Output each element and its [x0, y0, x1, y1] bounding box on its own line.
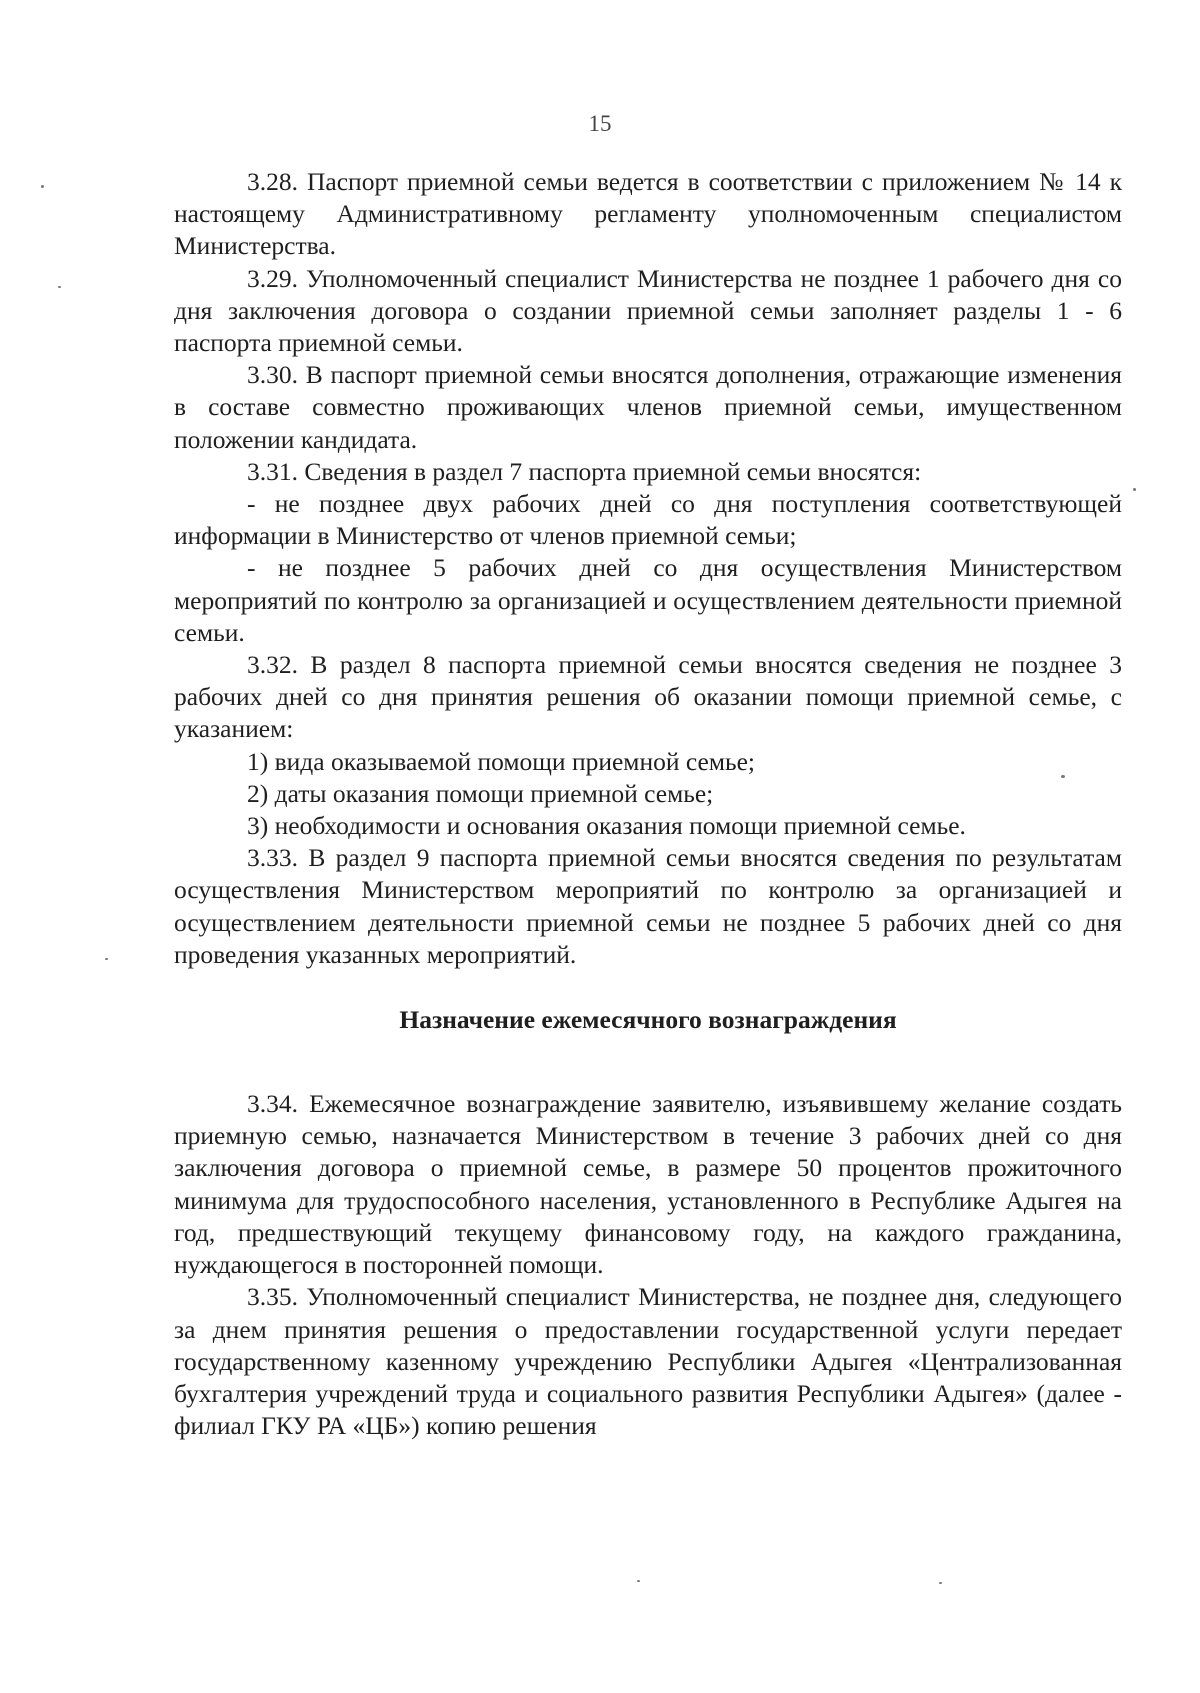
scan-speck [105, 958, 108, 960]
paragraph: 3.30. В паспорт приемной семьи вносятся дополнения, отражающие изменения в составе совместно проживающих членов приемной семьи, имущественном положении кандидата. [174, 360, 1122, 454]
list-item: 3) необходимости и основания оказания помощи приемной семье. [247, 811, 966, 841]
scan-speck [637, 1580, 640, 1582]
list-item: 2) даты оказания помощи приемной семье; [247, 778, 714, 808]
scan-speck [939, 1582, 942, 1584]
paragraph: 3.35. Уполномоченный специалист Министерства, не позднее дня, следующего за днем принятия решения о предоставлении государственной услуги передает государственному казенному учреждению Республики Адыгея «Централизованная бухгалтерия учреждений труда и социального развития Республики Адыгея» (далее - филиал ГКУ РА «ЦБ») копию решения [174, 1282, 1122, 1441]
scan-speck [41, 185, 44, 188]
scan-speck [1133, 488, 1136, 491]
paragraph: 3.29. Уполномоченный специалист Министерства не позднее 1 рабочего дня со дня заключения договора о создании приемной семьи заполняет разделы 1 - 6 паспорта приемной семьи. [174, 263, 1122, 358]
paragraph: 3.28. Паспорт приемной семьи ведется в соответствии с приложением № 14 к настоящему Административному регламенту уполномоченным специалистом Министерства. [174, 167, 1122, 261]
paragraph: 3.32. В раздел 8 паспорта приемной семьи вносятся сведения не позднее 3 рабочих дней со дня принятия решения об оказании помощи приемной семье, с указанием: [174, 650, 1122, 744]
paragraph: 3.34. Ежемесячное вознаграждение заявителю, изъявившему желание создать приемную семью, назначается Министерством в течение 3 рабочих дней со дня заключения договора о приемной семье, в размере 50 процентов прожиточного минимума для трудоспособного населения, установленного в Республике Адыгея на год, предшествующий текущему финансовому году, на каждого гражданина, нуждающегося в посторонней помощи. [174, 1089, 1122, 1280]
scan-speck [58, 286, 61, 288]
section-heading: Назначение ежемесячного вознаграждения [399, 1005, 897, 1035]
list-item: - не позднее 5 рабочих дней со дня осуществления Министерством мероприятий по контролю за организацией и осуществлением деятельности приемной семьи. [174, 553, 1122, 647]
page-number: 15 [588, 111, 612, 136]
paragraph: 3.31. Сведения в раздел 7 паспорта приемной семьи вносятся: [247, 456, 922, 486]
list-item: 1) вида оказываемой помощи приемной семье; [247, 746, 755, 776]
document-body [174, 166, 1122, 1442]
paragraph: 3.33. В раздел 9 паспорта приемной семьи вносятся сведения по результатам осуществления Министерством мероприятий по контролю за организацией и осуществлением деятельности приемной семьи не позднее 5 рабочих дней со дня проведения указанных мероприятий. [174, 843, 1122, 969]
scan-speck [1061, 775, 1065, 778]
list-item: - не позднее двух рабочих дней со дня поступления соответствующей информации в Министерство от членов приемной семьи; [174, 489, 1122, 551]
